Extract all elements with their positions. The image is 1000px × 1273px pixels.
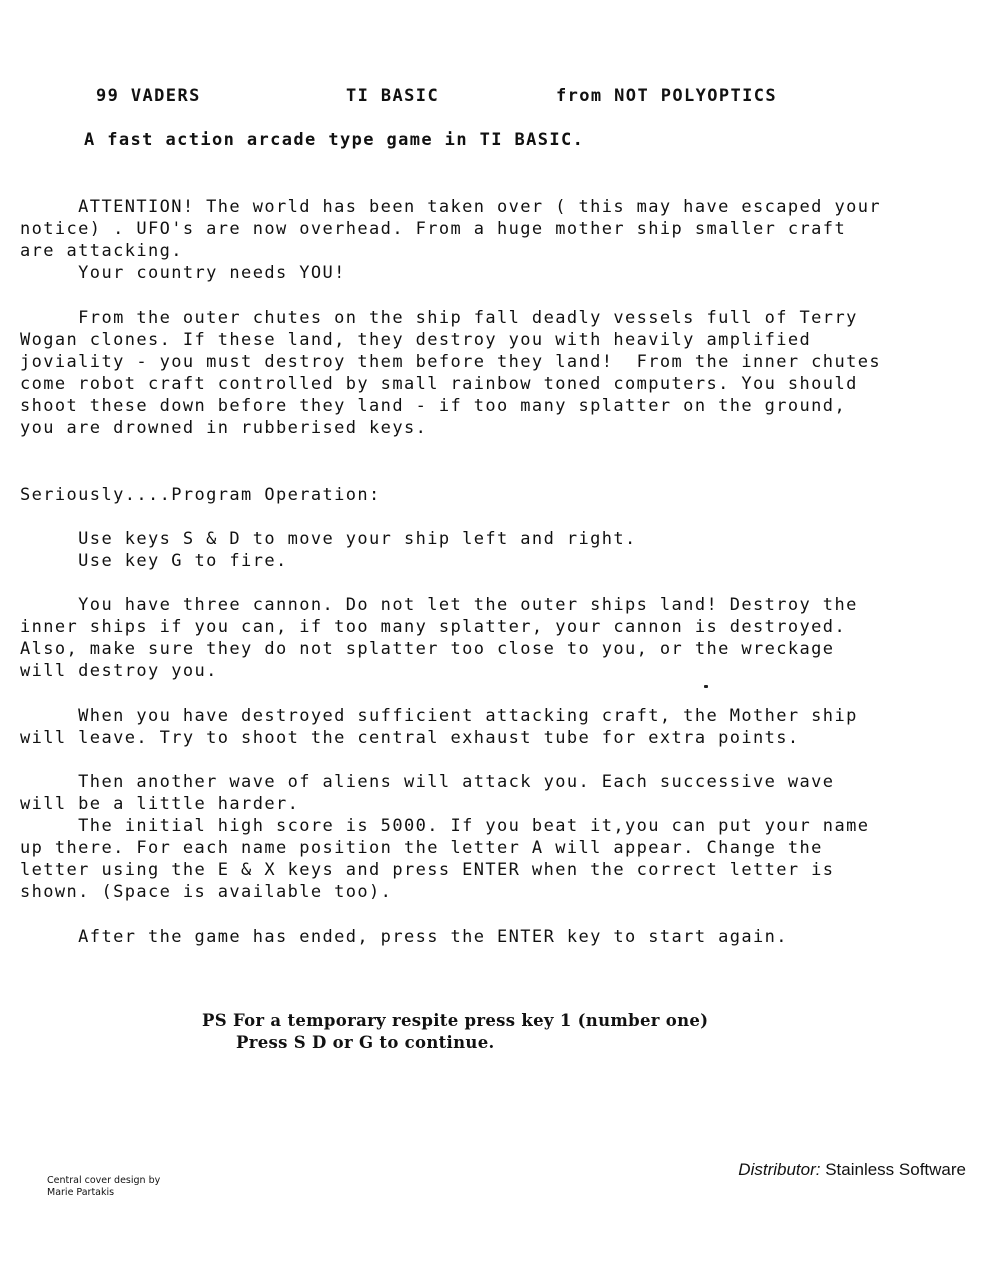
controls-paragraph <box>20 528 992 572</box>
text-line: After the game has ended, press the ENTER key to start again. <box>20 927 788 947</box>
text-line: come robot craft controlled by small rainbow toned computers. You should <box>20 374 858 394</box>
mothership-paragraph <box>20 705 992 749</box>
text-line: ATTENTION! The world has been taken over ( this may have escaped your <box>20 197 881 217</box>
text-line: Wogan clones. If these land, they destroy you with heavily amplified <box>20 330 812 350</box>
text-line: will be a little harder. <box>20 794 300 814</box>
text-line: are attacking. <box>20 241 183 261</box>
cannon-paragraph <box>20 594 992 682</box>
distributor <box>738 1160 966 1180</box>
text-line: Then another wave of aliens will attack you. Each successive wave <box>20 772 835 792</box>
publisher-label: from NOT POLYOPTICS <box>556 86 778 106</box>
distributor-name: Stainless Software <box>820 1160 966 1179</box>
text-line: When you have destroyed sufficient attacking craft, the Mother ship <box>20 706 858 726</box>
text-line: You have three cannon. Do not let the outer ships land! Destroy the <box>20 595 858 615</box>
distributor-label: Distributor: <box>738 1160 821 1179</box>
ps-note <box>202 1010 708 1054</box>
operation-heading: Seriously....Program Operation: <box>20 485 381 505</box>
text-line: Your country needs YOU! <box>20 263 346 283</box>
print-speck <box>704 685 708 688</box>
text-line: joviality - you must destroy them before they land! From the inner chutes <box>20 352 881 372</box>
subtitle: A fast action arcade type game in TI BASIC. <box>84 130 585 150</box>
document-header <box>0 86 1000 110</box>
story-paragraph <box>20 307 992 439</box>
text-line: inner ships if you can, if too many splatter, your cannon is destroyed. <box>20 617 847 637</box>
text-line: Use keys S & D to move your ship left and right. <box>20 529 637 549</box>
text-line: letter using the E & X keys and press ENTER when the correct letter is <box>20 860 835 880</box>
text-line: shoot these down before they land - if too many splatter on the ground, <box>20 396 847 416</box>
language-label: TI BASIC <box>346 86 440 106</box>
text-line: you are drowned in rubberised keys. <box>20 418 428 438</box>
text-line: The initial high score is 5000. If you beat it,you can put your name <box>20 816 870 836</box>
credit-line: Central cover design by <box>47 1175 161 1186</box>
text-line: will destroy you. <box>20 661 218 681</box>
text-line: shown. (Space is available too). <box>20 882 393 902</box>
ps-line: Press S D or G to continue. <box>236 1033 495 1052</box>
ps-line: PS For a temporary respite press key 1 (number one) <box>202 1011 709 1030</box>
restart-paragraph <box>20 926 992 948</box>
text-line: will leave. Try to shoot the central exhaust tube for extra points. <box>20 728 800 748</box>
game-title: 99 VADERS <box>96 86 201 106</box>
cover-credit <box>47 1175 160 1199</box>
text-line: up there. For each name position the letter A will appear. Change the <box>20 838 823 858</box>
text-line: Also, make sure they do not splatter too close to you, or the wreckage <box>20 639 835 659</box>
credit-line: Marie Partakis <box>47 1187 115 1198</box>
text-line: Use key G to fire. <box>20 551 288 571</box>
text-line: notice) . UFO's are now overhead. From a huge mother ship smaller craft <box>20 219 847 239</box>
attention-paragraph <box>20 196 992 284</box>
text-line: From the outer chutes on the ship fall deadly vessels full of Terry <box>20 308 858 328</box>
waves-paragraph <box>20 771 992 903</box>
operation-heading-block <box>20 484 992 506</box>
